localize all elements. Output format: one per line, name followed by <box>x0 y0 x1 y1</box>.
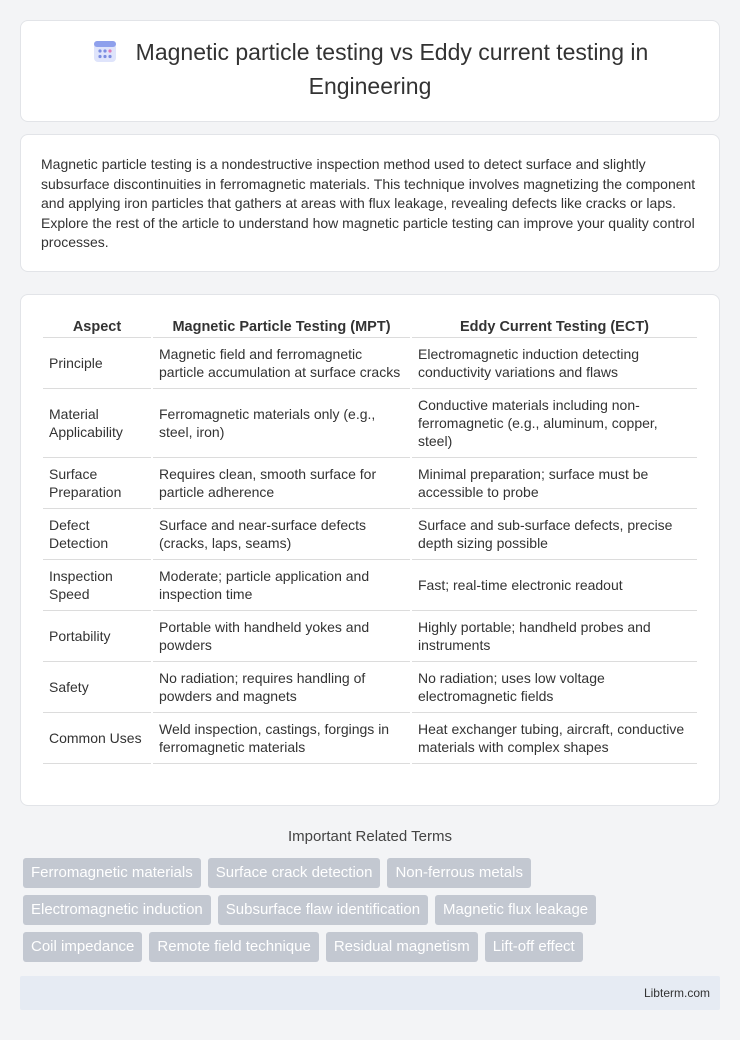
term-tag[interactable]: Magnetic flux leakage <box>435 895 596 925</box>
intro-text: Magnetic particle testing is a nondestructive inspection method used to detect surface and slightly subsurface discontinuities in ferromagnetic materials. This technique involves magnetizing the component and applying iron particles that gathers at areas with flux leakage, revealing defects like cracks or laps. Explore the rest of the article to understand how magnetic particle testing can improve your quality control processes. <box>41 156 696 251</box>
cell-mpt: Surface and near-surface defects (cracks, laps, seams) <box>153 509 410 560</box>
header-mpt: Magnetic Particle Testing (MPT) <box>153 313 410 338</box>
table-row <box>43 338 697 389</box>
term-tag[interactable]: Lift-off effect <box>485 932 583 962</box>
table-row <box>43 662 697 713</box>
cell-ect: Electromagnetic induction detecting conductivity variations and flaws <box>412 338 697 389</box>
table-header-row <box>43 313 697 338</box>
cell-ect: Surface and sub-surface defects, precise depth sizing possible <box>412 509 697 560</box>
term-tag[interactable]: Non-ferrous metals <box>387 858 531 888</box>
cell-aspect: Defect Detection <box>43 509 151 560</box>
intro-card <box>20 134 720 272</box>
cell-aspect: Portability <box>43 611 151 662</box>
cell-mpt: Portable with handheld yokes and powders <box>153 611 410 662</box>
table-row <box>43 611 697 662</box>
term-tag[interactable]: Electromagnetic induction <box>23 895 211 925</box>
cell-aspect: Surface Preparation <box>43 458 151 509</box>
cell-aspect: Common Uses <box>43 713 151 764</box>
term-tag[interactable]: Subsurface flaw identification <box>218 895 428 925</box>
footer-site-link[interactable]: Libterm.com <box>643 986 710 1000</box>
cell-aspect: Safety <box>43 662 151 713</box>
cell-aspect: Inspection Speed <box>43 560 151 611</box>
related-terms-list <box>20 858 720 962</box>
page-title: Magnetic particle testing vs Eddy current testing in Engineering <box>135 39 649 99</box>
table-row <box>43 458 697 509</box>
cell-ect: Fast; real-time electronic readout <box>412 560 697 611</box>
comparison-table <box>41 313 699 764</box>
cell-ect: Heat exchanger tubing, aircraft, conductive materials with complex shapes <box>412 713 697 764</box>
header-ect: Eddy Current Testing (ECT) <box>412 313 697 338</box>
title-card <box>20 20 720 122</box>
header-aspect: Aspect <box>43 313 151 338</box>
table-row <box>43 560 697 611</box>
table-row <box>43 509 697 560</box>
cell-mpt: Moderate; particle application and inspection time <box>153 560 410 611</box>
calendar-grid-icon <box>92 38 118 64</box>
cell-mpt: Magnetic field and ferromagnetic particle accumulation at surface cracks <box>153 338 410 389</box>
cell-mpt: Ferromagnetic materials only (e.g., steel, iron) <box>153 389 410 458</box>
cell-ect: Minimal preparation; surface must be accessible to probe <box>412 458 697 509</box>
cell-ect: Conductive materials including non-ferromagnetic (e.g., aluminum, copper, steel) <box>412 389 697 458</box>
cell-mpt: Weld inspection, castings, forgings in ferromagnetic materials <box>153 713 410 764</box>
comparison-table-card <box>20 294 720 806</box>
term-tag[interactable]: Surface crack detection <box>208 858 381 888</box>
cell-mpt: Requires clean, smooth surface for particle adherence <box>153 458 410 509</box>
term-tag[interactable]: Ferromagnetic materials <box>23 858 201 888</box>
cell-ect: Highly portable; handheld probes and instruments <box>412 611 697 662</box>
term-tag[interactable]: Remote field technique <box>149 932 318 962</box>
cell-ect: No radiation; uses low voltage electromagnetic fields <box>412 662 697 713</box>
cell-aspect: Principle <box>43 338 151 389</box>
term-tag[interactable]: Coil impedance <box>23 932 142 962</box>
cell-aspect: Material Applicability <box>43 389 151 458</box>
related-terms-title: Important Related Terms <box>288 828 452 845</box>
table-row <box>43 713 697 764</box>
term-tag[interactable]: Residual magnetism <box>326 932 478 962</box>
table-row <box>43 389 697 458</box>
cell-mpt: No radiation; requires handling of powders and magnets <box>153 662 410 713</box>
title-wrap <box>51 37 689 105</box>
footer <box>20 976 720 1010</box>
